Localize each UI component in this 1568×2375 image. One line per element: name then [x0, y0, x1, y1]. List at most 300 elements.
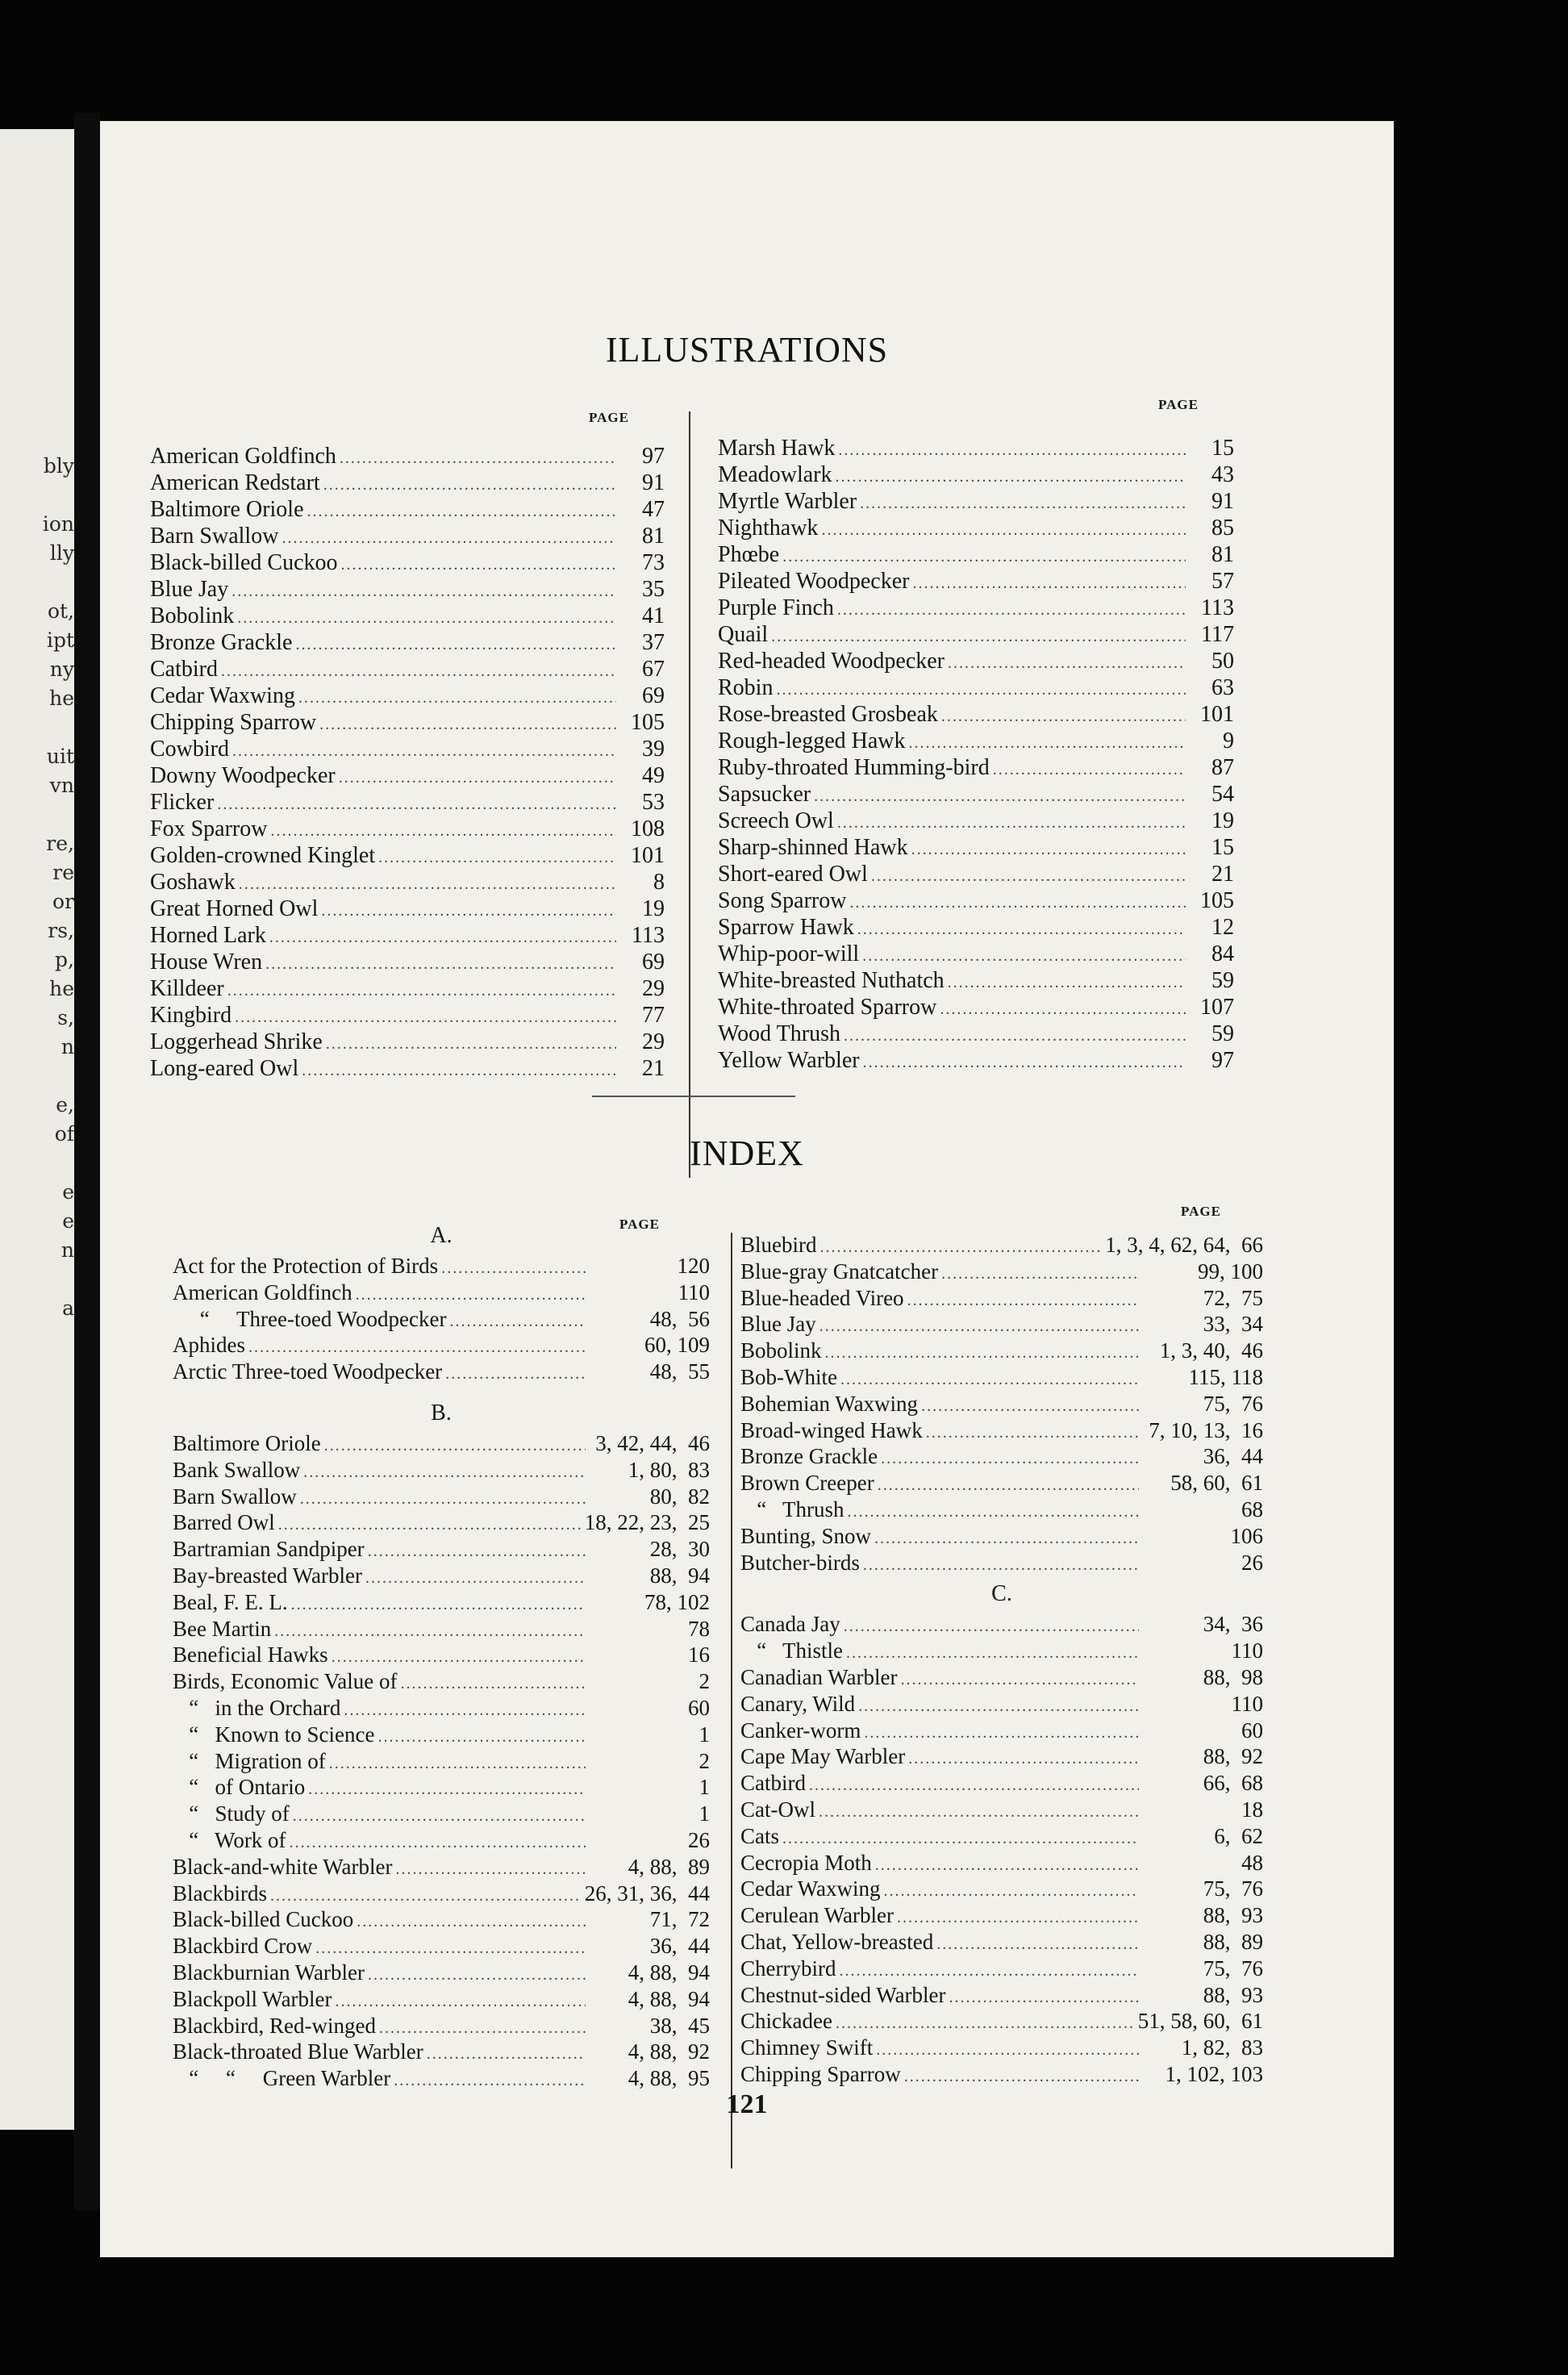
index-left-page-header: PAGE [619, 1217, 660, 1232]
illustration-entry [150, 683, 665, 710]
entry-page: 120 [677, 1254, 710, 1278]
entry-page: 21 [1211, 862, 1234, 887]
entry-name: Cedar Waxwing [150, 683, 295, 708]
dot-leader [298, 689, 616, 707]
index-entry [173, 1828, 710, 1855]
dot-leader [993, 761, 1186, 779]
facing-page-fragment: a [62, 1296, 74, 1320]
illustration-entry [150, 950, 665, 976]
illustration-entry [718, 755, 1234, 782]
dot-leader [300, 1490, 586, 1509]
dot-leader [848, 1503, 1140, 1521]
entry-page: 59 [1211, 1021, 1234, 1046]
entry-page: 1, 102, 103 [1165, 2061, 1263, 2086]
entry-name: Bee Martin [173, 1616, 272, 1641]
facing-page-fragment: bly [43, 454, 74, 478]
dot-leader [825, 1344, 1139, 1363]
dot-leader [356, 1286, 586, 1304]
entry-name: Quail [718, 622, 769, 647]
entry-name: “ Thrush [740, 1496, 844, 1521]
index-entry [173, 1484, 710, 1511]
entry-page: 9 [1223, 728, 1234, 753]
entry-page: 85 [1211, 515, 1234, 541]
entry-name: Black-billed Cuckoo [150, 550, 338, 575]
dot-leader [227, 982, 616, 1000]
entry-name: “ Three-toed Woodpecker [173, 1306, 447, 1331]
entry-page: 54 [1211, 782, 1234, 807]
dot-leader [274, 1622, 586, 1641]
dot-leader [862, 947, 1186, 966]
dot-leader [871, 867, 1186, 886]
facing-page-fragment: n [60, 1035, 74, 1058]
illustrations-right-column [718, 436, 1234, 1075]
index-entry [740, 2035, 1263, 2062]
entry-name: Short-eared Owl [718, 862, 868, 887]
facing-page-fragment: lly [49, 541, 74, 565]
entry-name: Pileated Woodpecker [718, 569, 910, 594]
index-entry [173, 1669, 710, 1696]
index-entry [740, 1983, 1263, 2010]
entry-name: Meadowlark [718, 462, 832, 487]
dot-leader [941, 1265, 1139, 1284]
entry-page: 107 [1200, 995, 1234, 1020]
entry-name: Bluebird [740, 1233, 817, 1257]
entry-page: 48, 55 [649, 1359, 710, 1384]
dot-leader [400, 1675, 586, 1693]
index-entry [740, 1259, 1263, 1286]
index-entry [740, 1956, 1263, 1983]
dot-leader [326, 1035, 616, 1054]
illustration-entry [718, 1021, 1234, 1048]
illustration-entry [150, 763, 665, 790]
entry-name: Barred Owl [173, 1510, 275, 1535]
dot-leader [357, 1913, 586, 1931]
index-entry [173, 1254, 710, 1280]
entry-name: Cecropia Moth [740, 1850, 872, 1875]
index-entry [740, 1497, 1263, 1524]
index-entry [740, 2009, 1263, 2035]
dot-leader [911, 841, 1186, 859]
index-entry [173, 1333, 710, 1359]
entry-name: White-breasted Nuthatch [718, 968, 945, 993]
illustration-entry [150, 657, 665, 683]
facing-page-fragment [0, 1265, 74, 1294]
entry-page: 80, 82 [649, 1484, 710, 1509]
index-entry [173, 1775, 710, 1801]
index-section-b-heading: B. [431, 1400, 452, 1425]
dot-leader [840, 1371, 1139, 1389]
entry-page: 106 [1230, 1523, 1263, 1548]
facing-page-fragment: or [52, 890, 74, 913]
dot-leader [857, 920, 1186, 939]
dot-leader [863, 1556, 1139, 1575]
dot-leader [332, 1648, 586, 1667]
illustration-entry [718, 702, 1234, 728]
entry-name: Cats [740, 1823, 780, 1848]
entry-page: 26 [1241, 1550, 1263, 1575]
entry-page: 12 [1211, 915, 1234, 940]
entry-name: Chickadee [740, 2009, 832, 2034]
entry-name: Long-eared Owl [150, 1056, 299, 1081]
entry-name: Baltimore Oriole [173, 1430, 321, 1455]
entry-page: 58, 60, 61 [1170, 1471, 1263, 1496]
illustration-entry [718, 995, 1234, 1021]
index-entry [173, 1749, 710, 1776]
entry-page: 72, 75 [1203, 1285, 1263, 1310]
dot-leader [901, 1671, 1140, 1689]
index-entry [740, 1418, 1263, 1445]
entry-page: 88, 98 [1203, 1664, 1263, 1689]
facing-page-fragment: re [52, 861, 74, 884]
entry-page: 87 [1211, 755, 1234, 780]
dot-leader [290, 1834, 586, 1852]
facing-page-fragment [0, 1149, 74, 1178]
entry-name: Cerulean Warbler [740, 1903, 894, 1928]
facing-page-fragment: p, [55, 948, 74, 971]
entry-name: Bay-breasted Warbler [173, 1563, 362, 1588]
entry-page: 8 [653, 870, 665, 895]
illustration-entry [150, 444, 665, 470]
entry-page: 88, 89 [1203, 1929, 1263, 1954]
dot-leader [814, 787, 1186, 806]
entry-name: Chimney Swift [740, 2035, 874, 2060]
illustration-entry [718, 595, 1234, 622]
entry-page: 91 [1211, 489, 1234, 514]
entry-page: 4, 88, 89 [628, 1854, 710, 1879]
entry-page: 4, 88, 95 [628, 2066, 710, 2091]
dot-leader [377, 1728, 586, 1747]
entry-page: 50 [1211, 649, 1234, 674]
entry-name: Black-billed Cuckoo [173, 1907, 354, 1932]
dot-leader [308, 1780, 586, 1799]
dot-leader [819, 1803, 1139, 1822]
entry-name: American Goldfinch [173, 1279, 352, 1304]
entry-page: 29 [642, 976, 665, 1001]
entry-page: 1 [699, 1775, 710, 1800]
entry-page: 69 [642, 950, 665, 975]
dot-leader [875, 1856, 1139, 1875]
illustration-entry [150, 470, 665, 497]
illustration-entry [718, 462, 1234, 489]
entry-name: Kingbird [150, 1003, 232, 1028]
dot-leader [948, 654, 1186, 673]
entry-page: 15 [1211, 436, 1234, 461]
entry-name: American Goldfinch [150, 444, 336, 469]
entry-page: 1, 3, 4, 62, 64, 66 [1105, 1233, 1263, 1257]
facing-page-fragment: ion [42, 512, 74, 536]
facing-page-fragment [0, 481, 74, 510]
dot-leader [270, 822, 616, 841]
index-section-c-heading: C. [991, 1581, 1012, 1607]
entry-name: Beal, F. E. L. [173, 1589, 288, 1614]
dot-leader [782, 548, 1186, 566]
facing-page-fragment: he [49, 687, 74, 710]
dot-leader [445, 1365, 586, 1384]
entry-page: 37 [642, 630, 665, 655]
dot-leader [221, 662, 616, 681]
index-entry [173, 1907, 710, 1934]
entry-name: House Wren [150, 950, 263, 975]
illustration-entry [718, 915, 1234, 941]
entry-name: White-throated Sparrow [718, 995, 937, 1020]
entry-name: Blue-gray Gnatcatcher [740, 1258, 939, 1284]
entry-page: 16 [688, 1642, 710, 1668]
entry-name: Purple Finch [718, 595, 834, 620]
illustration-entry [150, 1056, 665, 1083]
entry-name: Nighthawk [718, 515, 819, 541]
dot-leader [820, 1238, 1103, 1257]
index-right-column [740, 1233, 1263, 2089]
dot-leader [936, 1935, 1139, 1954]
entry-page: 67 [642, 657, 665, 682]
index-entry [173, 1617, 710, 1643]
illustration-entry [150, 497, 665, 524]
dot-leader [336, 1993, 586, 2011]
index-entry [173, 1510, 710, 1537]
entry-name: Bartramian Sandpiper [173, 1537, 365, 1562]
index-entry [173, 1359, 710, 1386]
entry-name: Ruby-throated Humming-bird [718, 755, 990, 780]
entry-page: 7, 10, 13, 16 [1149, 1417, 1263, 1442]
dot-leader [339, 769, 616, 787]
entry-page: 34, 36 [1203, 1612, 1263, 1637]
entry-page: 26 [688, 1827, 710, 1852]
facing-page-fragment: n [60, 1238, 74, 1262]
index-column-divider [731, 1233, 732, 2168]
entry-name: Wood Thrush [718, 1021, 841, 1046]
entry-name: Canadian Warbler [740, 1664, 898, 1689]
entry-name: “ Thistle [740, 1638, 843, 1663]
dot-leader [329, 1755, 586, 1773]
facing-page-fragment [0, 713, 74, 742]
entry-page: 48, 56 [649, 1306, 710, 1331]
entry-name: Phœbe [718, 542, 780, 567]
entry-name: Fox Sparrow [150, 816, 268, 841]
facing-page-fragment [0, 800, 74, 829]
facing-page-text-fragments [0, 452, 74, 1323]
entry-name: Great Horned Owl [150, 896, 319, 921]
entry-page: 49 [642, 763, 665, 788]
entry-page: 105 [631, 710, 665, 735]
index-entry [740, 1612, 1263, 1638]
entry-page: 59 [1211, 968, 1234, 993]
index-entry [740, 1444, 1263, 1471]
entry-name: Blackbird, Red-winged [173, 2013, 376, 2038]
facing-page-fragment: ot, [47, 599, 74, 623]
index-entry [740, 1638, 1263, 1665]
illustration-entry [150, 843, 665, 870]
illustration-entry [718, 489, 1234, 515]
illustration-entry [150, 710, 665, 737]
entry-page: 57 [1211, 569, 1234, 594]
entry-page: 28, 30 [649, 1537, 710, 1562]
entry-page: 33, 34 [1203, 1312, 1263, 1337]
entry-name: Song Sparrow [718, 888, 847, 913]
index-entry [173, 1563, 710, 1590]
dot-leader [217, 795, 616, 814]
illustration-entry [150, 577, 665, 603]
entry-page: 6, 62 [1214, 1823, 1263, 1848]
entry-page: 4, 88, 92 [628, 2039, 710, 2064]
dot-leader [427, 2045, 586, 2064]
index-entry [173, 1722, 710, 1749]
dot-leader [232, 742, 616, 761]
entry-page: 35 [642, 577, 665, 602]
dot-leader [904, 2068, 1139, 2086]
entry-page: 3, 42, 44, 46 [595, 1430, 710, 1455]
dot-leader [307, 503, 616, 521]
facing-page-fragment: rs, [48, 919, 74, 942]
index-entry [173, 1307, 710, 1334]
facing-page-fragment: e [62, 1180, 74, 1204]
illustration-entry [718, 515, 1234, 542]
index-entry [740, 1338, 1263, 1365]
illustration-entry [150, 790, 665, 816]
entry-page: 81 [642, 524, 665, 549]
entry-name: Cowbird [150, 737, 229, 762]
book-page [100, 121, 1394, 2257]
entry-page: 68 [1241, 1496, 1263, 1521]
entry-name: Cherrybird [740, 1956, 836, 1981]
illustration-entry [150, 550, 665, 577]
dot-leader [844, 1027, 1186, 1046]
index-entry [173, 1537, 710, 1563]
entry-name: Chipping Sparrow [150, 710, 317, 735]
entry-page: 19 [642, 896, 665, 921]
entry-page: 110 [678, 1279, 710, 1304]
entry-name: Screech Owl [718, 808, 834, 833]
index-section-a-entries [173, 1254, 710, 1386]
dot-leader [239, 875, 616, 894]
entry-page: 91 [642, 470, 665, 495]
dot-leader [860, 495, 1186, 513]
illustration-entry [150, 603, 665, 630]
entry-name: “ Work of [173, 1827, 286, 1852]
index-entry [173, 1431, 710, 1458]
index-left-column [173, 1218, 710, 2093]
entry-page: 88, 94 [649, 1563, 710, 1588]
entry-page: 38, 45 [649, 2013, 710, 2038]
dot-leader [394, 2072, 586, 2090]
index-entry [740, 2062, 1263, 2089]
dot-leader [863, 1054, 1186, 1072]
entry-name: Blackpoll Warbler [173, 1986, 332, 2011]
entry-page: 66, 68 [1203, 1771, 1263, 1796]
entry-page: 110 [1231, 1638, 1263, 1663]
illustration-entry [718, 436, 1234, 462]
dot-leader [881, 1450, 1139, 1468]
dot-leader [269, 929, 616, 947]
illustration-entry [718, 675, 1234, 702]
entry-page: 15 [1211, 835, 1234, 860]
entry-name: Blackburnian Warbler [173, 1960, 365, 1985]
illustration-entry [718, 622, 1234, 649]
illustration-entry [718, 728, 1234, 755]
index-entry [173, 1642, 710, 1669]
index-entry [740, 1233, 1263, 1259]
entry-name: Barn Swallow [173, 1484, 297, 1509]
entry-name: Myrtle Warbler [718, 489, 857, 514]
entry-page: 18 [1241, 1797, 1263, 1822]
illustration-entry [718, 835, 1234, 862]
dot-leader [782, 1830, 1139, 1848]
dot-leader [849, 894, 1186, 912]
facing-page-fragment: e [62, 1209, 74, 1233]
dot-leader [291, 1596, 586, 1614]
index-entry [740, 1718, 1263, 1745]
entry-page: 1, 3, 40, 46 [1159, 1338, 1263, 1363]
entry-name: Act for the Protection of Birds [173, 1254, 439, 1278]
dot-leader [921, 1397, 1139, 1416]
dot-leader [235, 1008, 616, 1027]
entry-name: Chestnut-sided Warbler [740, 1982, 946, 2007]
dot-leader [449, 1313, 586, 1331]
entry-name: Sapsucker [718, 782, 811, 807]
index-entry [740, 1524, 1263, 1551]
dot-leader [864, 1724, 1139, 1743]
dot-leader [897, 1909, 1139, 1927]
index-entry [740, 1665, 1263, 1692]
dot-leader [270, 1887, 582, 1905]
illustration-entry [150, 524, 665, 550]
dot-leader [876, 2041, 1139, 2060]
illustrations-column-divider [689, 411, 690, 1178]
entry-page: 21 [642, 1056, 665, 1081]
dot-leader [323, 476, 616, 495]
dot-leader [836, 468, 1186, 486]
facing-page-fragment: ny [49, 657, 74, 681]
entry-name: Catbird [150, 657, 218, 682]
entry-name: Cape May Warbler [740, 1744, 906, 1769]
index-entry [173, 1801, 710, 1828]
illustration-entry [150, 1003, 665, 1029]
index-entry [740, 1771, 1263, 1797]
illustration-entry [150, 630, 665, 657]
illustration-entry [718, 1048, 1234, 1075]
book-gutter [74, 113, 100, 2210]
entry-name: Blue Jay [150, 577, 229, 602]
entry-name: Brown Creeper [740, 1471, 874, 1496]
entry-page: 97 [1211, 1048, 1234, 1073]
dot-leader [909, 734, 1186, 753]
illustration-entry [718, 782, 1234, 808]
entry-name: Birds, Economic Value of [173, 1669, 398, 1694]
illustrations-left-column [150, 444, 665, 1083]
entry-page: 53 [642, 790, 665, 815]
dot-leader [321, 902, 616, 920]
index-entry [740, 1876, 1263, 1903]
illustrations-left-page-header: PAGE [589, 410, 629, 425]
entry-name: Black-throated Blue Warbler [173, 2039, 423, 2064]
entry-name: Blackbird Crow [173, 1934, 313, 1959]
entry-page: 2 [699, 1669, 710, 1694]
index-entry [173, 1280, 710, 1307]
illustration-entry [718, 649, 1234, 675]
illustration-entry [718, 569, 1234, 595]
entry-name: Bunting, Snow [740, 1523, 872, 1548]
entry-name: Sharp-shinned Hawk [718, 835, 908, 860]
entry-name: Loggerhead Shrike [150, 1029, 323, 1054]
entry-page: 36, 44 [1203, 1444, 1263, 1469]
dot-leader [319, 716, 616, 734]
entry-name: Horned Lark [150, 923, 266, 948]
entry-page: 19 [1211, 808, 1234, 833]
entry-page: 18, 22, 23, 25 [584, 1510, 710, 1535]
index-right-page-header: PAGE [1181, 1204, 1221, 1219]
entry-page: 71, 72 [649, 1907, 710, 1932]
index-entry [173, 1590, 710, 1617]
entry-name: Killdeer [150, 976, 224, 1001]
